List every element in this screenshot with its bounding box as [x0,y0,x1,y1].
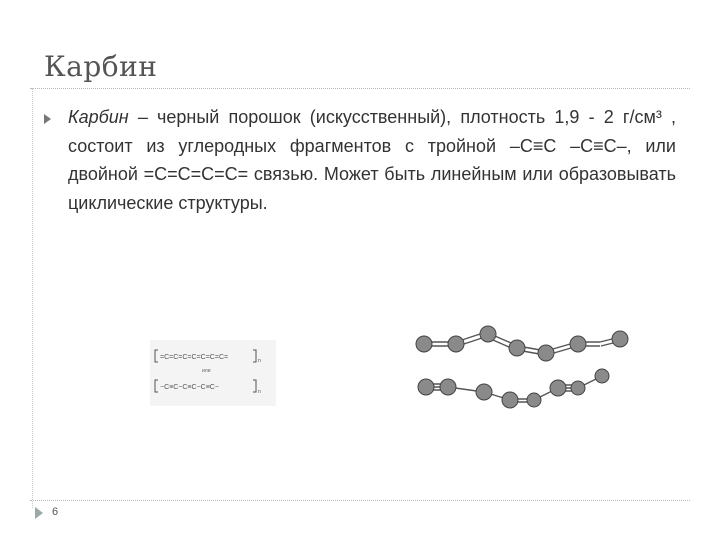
formula-connector: или [202,368,211,374]
formula-subscript-1: n [258,358,261,364]
formula-line-1: =C=C=C=C=C=C=C= [160,354,229,361]
carbon-atom [550,380,566,396]
carbon-atom [595,369,609,383]
carbon-atom [418,379,434,395]
carbon-atom [480,326,496,342]
left-border [32,88,33,508]
carbon-atom [527,393,541,407]
carbon-atom [538,345,554,361]
carbon-atom [416,336,432,352]
carbon-atom [570,336,586,352]
footer-divider [30,500,690,501]
carbyne-chain-illustration [412,320,642,420]
bullet-text [68,103,676,217]
carbon-atom [509,340,525,356]
bullet-arrow-icon [44,114,51,124]
bullet-description: – черный порошок (искусственный), плотность 1,9 - 2 г/см³ , состоит из углеродных фрагментов с тройной –С≡С –С≡С–, или двойной =С=С=С=С= связью. Может быть линейным или образовывать циклические структуры. [68,107,676,213]
formula-line-2: −C≡C−C≡C−C≡C− [160,384,219,391]
carbon-atom [440,379,456,395]
carbon-atom [612,331,628,347]
carbon-atom [476,384,492,400]
carbon-atom [448,336,464,352]
page-marker-icon [35,507,43,519]
formula-image [150,340,276,406]
page-number: 6 [52,506,59,518]
title-divider [30,88,690,89]
formula-subscript-2: n [258,389,261,395]
carbon-atom [502,392,518,408]
carbon-atom [571,381,585,395]
bullet-term: Карбин [68,107,129,127]
slide-title: Карбин [44,50,158,83]
